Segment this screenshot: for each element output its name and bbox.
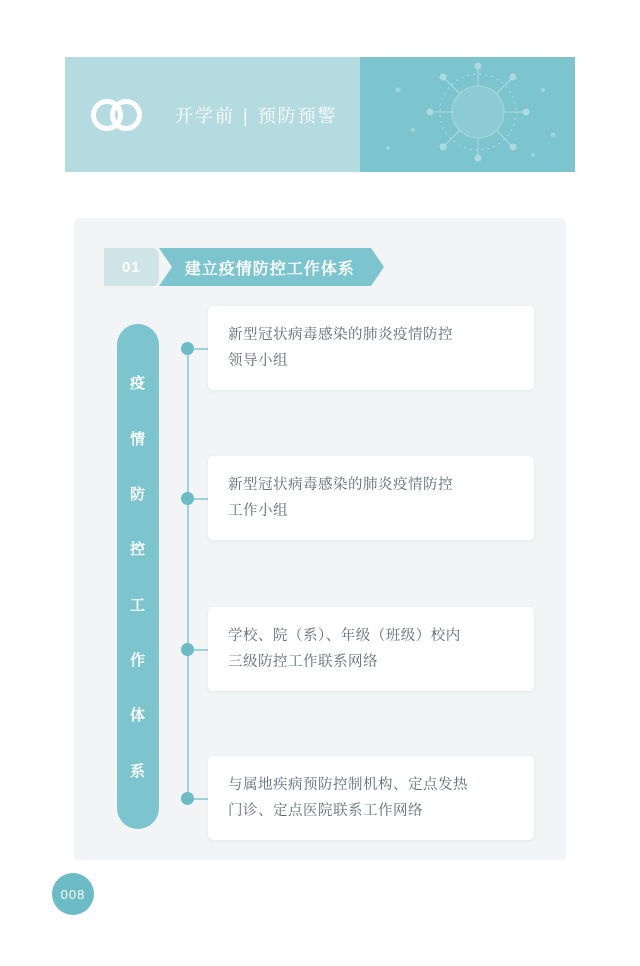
vertical-label-char: 系	[129, 762, 146, 780]
list-item	[208, 607, 534, 691]
list-item	[208, 456, 534, 540]
connector-stub	[194, 649, 208, 651]
header-title-left: 开学前	[175, 105, 235, 126]
list-item-line: 新型冠状病毒感染的肺炎疫情防控	[228, 477, 453, 493]
header-title	[175, 102, 338, 128]
vertical-label-char: 防	[129, 485, 146, 503]
connector-stub	[194, 498, 208, 500]
vertical-label-char: 控	[129, 541, 146, 559]
connector-dot	[181, 342, 194, 355]
header-title-right: 预防预警	[257, 105, 338, 126]
vertical-label-bar	[117, 324, 159, 829]
header-title-block	[65, 57, 360, 172]
vertical-label-char: 作	[129, 651, 146, 669]
list-item	[208, 306, 534, 390]
list-item-line: 工作小组	[228, 503, 288, 519]
connector-stub	[194, 798, 208, 800]
page-number-badge: 008	[52, 873, 94, 915]
list-item	[208, 756, 534, 840]
page-header	[65, 57, 575, 172]
section-header-ribbon	[104, 248, 371, 286]
vertical-label-char: 体	[129, 707, 146, 725]
section-number: 01	[104, 248, 155, 286]
header-title-separator: |	[243, 105, 250, 126]
virus-illustration-icon	[368, 60, 568, 170]
list-item-line: 学校、院（系）、年级（班级）校内	[228, 628, 461, 644]
connector-line	[187, 353, 189, 803]
vertical-label-char: 工	[129, 596, 146, 614]
connector-dot	[181, 792, 194, 805]
vertical-label-char: 情	[129, 430, 146, 448]
vertical-label-char: 疫	[129, 375, 146, 393]
list-item-line: 门诊、定点医院联系工作网络	[228, 803, 423, 819]
section-title: 建立疫情防控工作体系	[159, 248, 371, 286]
double-ring-logo-icon	[91, 95, 147, 135]
list-item-line: 领导小组	[228, 353, 288, 369]
header-image-block	[360, 57, 575, 172]
list-item-line: 与属地疾病预防控制机构、定点发热	[228, 777, 468, 793]
connector-dot	[181, 492, 194, 505]
list-item-line: 新型冠状病毒感染的肺炎疫情防控	[228, 327, 453, 343]
connector-stub	[194, 348, 208, 350]
content-card	[74, 218, 566, 860]
list-item-line: 三级防控工作联系网络	[228, 654, 378, 670]
connector-dot	[181, 643, 194, 656]
